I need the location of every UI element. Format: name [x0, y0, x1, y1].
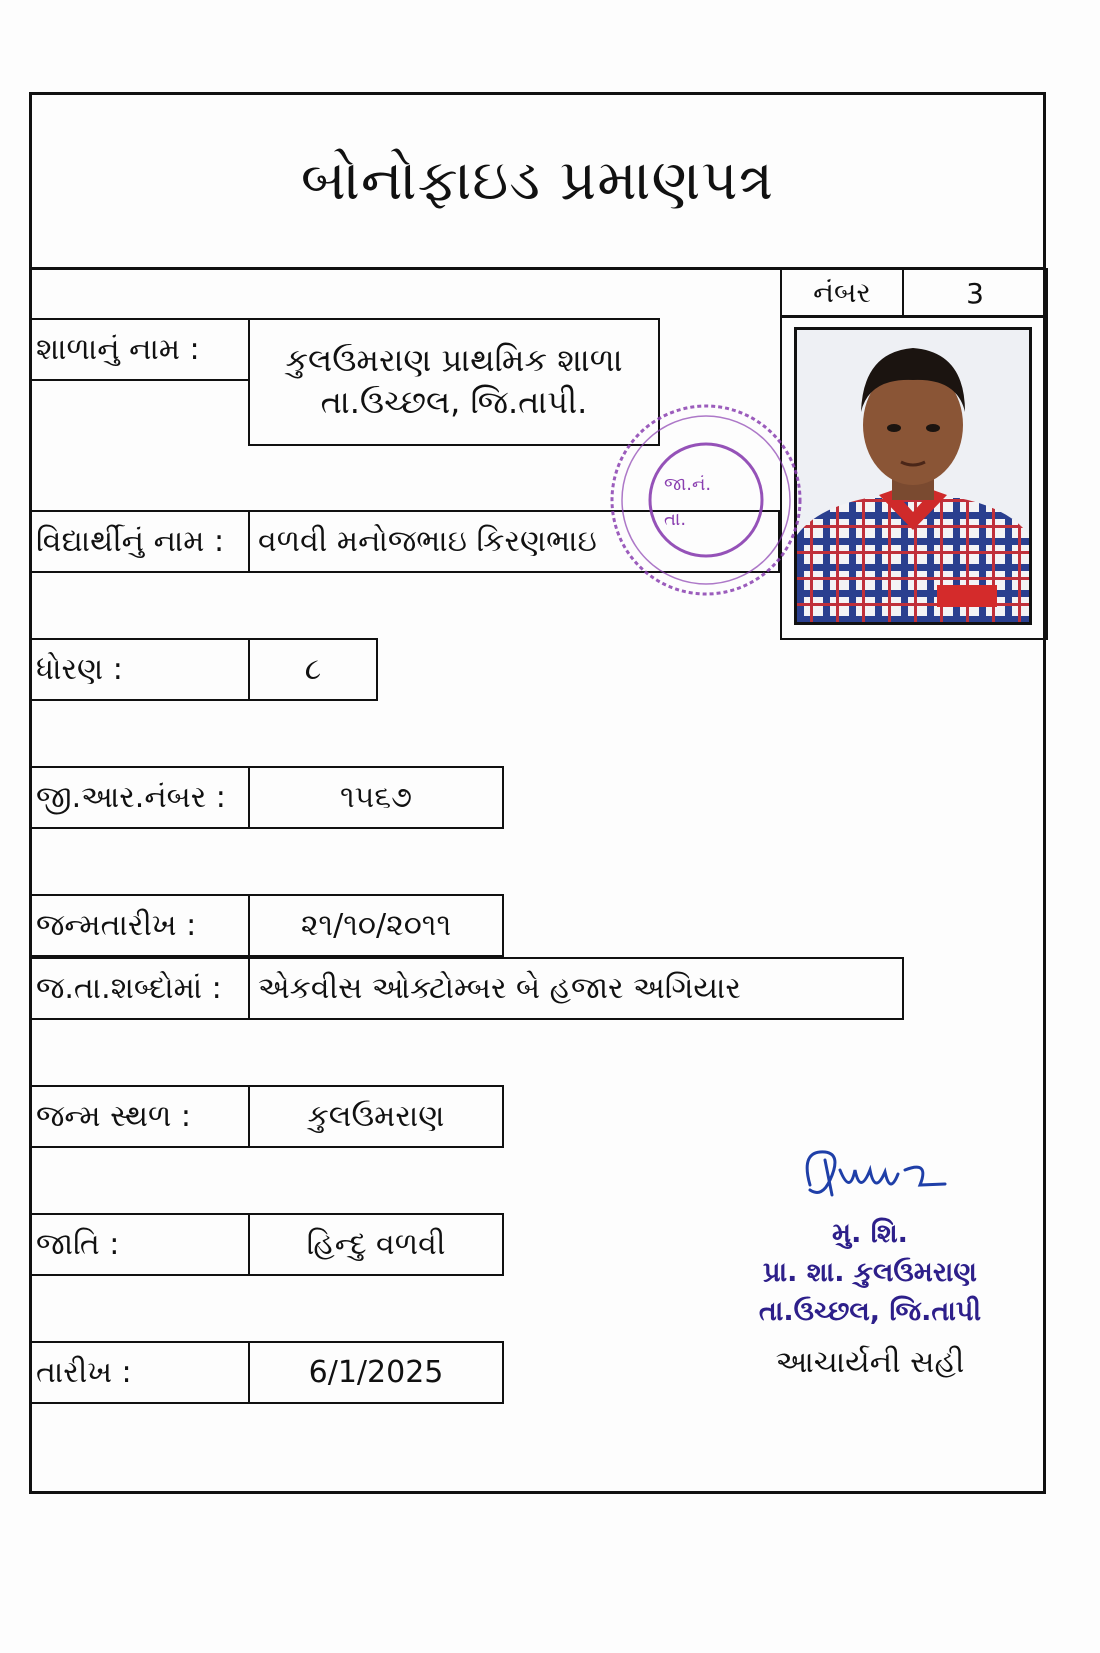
- photo-frame: [780, 315, 1048, 640]
- student-name-value: વળવી મનોજભાઇ કિરણભાઇ: [248, 510, 780, 573]
- title-row: [32, 95, 1043, 270]
- principal-signature-area: [715, 1140, 1025, 1400]
- gr-number-value: ૧૫૬૭: [248, 766, 504, 829]
- number-value: 3: [902, 268, 1048, 318]
- gr-number-label: જી.આર.નંબર :: [32, 766, 250, 829]
- school-name-value: [248, 318, 660, 446]
- principal-signature-caption: આચાર્યની સહી: [775, 1345, 965, 1381]
- standard-label: ધોરણ :: [32, 638, 250, 701]
- dob-label: જન્મતારીખ :: [32, 894, 250, 957]
- certificate-title: બોનોફાઇડ પ્રમાણપત્ર: [300, 148, 775, 213]
- student-name-label: વિદ્યાર્થીનું નામ :: [32, 510, 250, 573]
- office-round-stamp: [606, 400, 806, 600]
- seal-line-1: મુ. શિ.: [832, 1218, 908, 1249]
- school-name-label: શાળાનું નામ :: [32, 318, 250, 381]
- handwritten-signature: [780, 1140, 960, 1210]
- birthplace-value: કુલઉમરાણ: [248, 1085, 504, 1148]
- seal-line-2: પ્રા. શા. કુલઉમરાણ: [763, 1257, 977, 1289]
- student-photo: [794, 327, 1032, 625]
- stamp-inner-line2: તા.: [664, 509, 687, 530]
- birthplace-label: જન્મ સ્થળ :: [32, 1085, 250, 1148]
- dob-words-label: જ.તા.શબ્દોમાં :: [32, 957, 250, 1020]
- dob-words-value: એકવીસ ઓક્ટોમ્બર બે હજાર અગિયાર: [248, 957, 904, 1020]
- school-name-line1: કુલઉમરાણ પ્રાથમિક શાળા: [285, 341, 623, 380]
- stamp-inner-line1: જા.નં.: [664, 474, 712, 495]
- number-label: નંબર: [780, 268, 904, 318]
- school-name-line2: તા.ઉચ્છલ, જિ.તાપી.: [320, 383, 588, 421]
- principal-seal-text: [715, 1214, 1025, 1331]
- seal-line-3: તા.ઉચ્છલ, જિ.તાપી: [758, 1296, 982, 1328]
- date-value: 6/1/2025: [248, 1341, 504, 1404]
- date-label: તારીખ :: [32, 1341, 250, 1404]
- caste-label: જાતિ :: [32, 1213, 250, 1276]
- caste-value: હિન્દુ વળવી: [248, 1213, 504, 1276]
- standard-value: ૮: [248, 638, 378, 701]
- dob-value: ૨૧/૧૦/૨૦૧૧: [248, 894, 504, 957]
- student-portrait-icon: [797, 330, 1029, 622]
